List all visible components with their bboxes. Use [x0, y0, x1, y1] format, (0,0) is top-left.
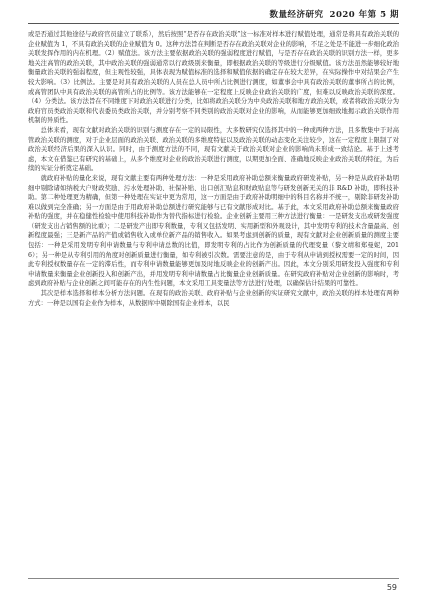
footer-rule [28, 578, 399, 579]
paragraph-1: 或是否通过其他途径与政府官员建立了联系），然后按照“是否存在政治关联”这一标准对样本进行赋值处理，通常是将具有政治关联的企业赋值为 1，不具有政治关联的企业赋值为 0。这种方法旨在判断是否存在政治关联对企业的影响，不足之处是不能进一步细化政治关联发挥作用的内在机理。（2）赋值法。该方法主要依据政治关联的强弱程度进行赋值，与是否存在政治关联的识别方法一样，更多地关注高管的政治关联，其中政治关联的强弱通常以行政级别来衡量，即根据政治关联的等级进行分级赋值。该方法虽然能够较好地衡量政治关联的强弱程度，但主观性较强，具体表现为赋值标准的选择和赋值依据的确定存在较大差异，在实际操作中对结果会产生较大影响。（3）比例法。主要是对具有政治关联的人员在总人员中所占比例进行测度，如董事会中具有政治关联的董事所占的比例，或高管团队中具有政治关联的高管所占的比例等。该方法能够在一定程度上反映企业政治关联的广度，但难以反映政治关联的深度。（4）分类法。该方法旨在不同维度下对政治关联进行分类，比如将政治关联分为中央政治关联和地方政治关联，或者将政治关联分为政府官员类政治关联和代表委员类政治关联，并分别考察不同类别的政治关联对企业的影响，从而能够更加细致地揭示政治关联作用机制的异质性。 [28, 31, 399, 125]
paragraph-2: 总体来看，现有文献对政治关联的识别与测度存在一定的局限性，大多数研究仅选择其中的一种或两种方法，且多数集中于对高管政治关联的测度，对于企业层面的政治关联、政治关联的多维度特征以及政治关联的动态变化关注较少，这在一定程度上限制了对政治关联经济后果的深入认识。同时，由于测度方法的不同，现有文献关于政治关联对企业的影响尚未形成一致结论。基于上述考虑，本文在借鉴已有研究的基础上，从多个维度对企业的政治关联进行测度，以期更加全面、准确地反映企业政治关联的特征，为后续的实证分析奠定基础。 [28, 126, 399, 173]
page-header [28, 8, 399, 22]
paragraph-4: 其次是样本选择和样本分析方法问题。在现有的政治关联、政府补贴与企业创新的实证研究文献中，政治关联的样本处理有两种方式：一种是以国有企业作为样本，从数据库中剔除国有企业样本，以民 [28, 290, 399, 307]
issue-label: 2020 年第 5 期 [329, 10, 399, 20]
article-body [28, 30, 399, 308]
journal-name: 数量经济研究 [269, 10, 324, 20]
header-rule [28, 23, 399, 24]
running-header [270, 8, 399, 20]
page-number: 59 [386, 583, 397, 592]
paragraph-3: 就政府补贴的量化来说，现有文献主要有两种处理方法：一种是采用政府补助总额来衡量政府研发补贴，另一种是从政府补助明细中剔除诸如纳税大户财政奖励、污水处理补助、社保补贴、出口创汇贴息和财政贴息等与研发创新无关的非 R&D 补助，即科技补助。第二种处理更为精确，但第一种处理在实证中更为常用，这一方面是由于政府补助明细中的科目名称并不统一，剔除非研发补助难以做到完全准确；另一方面是由于用政府补助总额进行研究能够与已有文献形成对比。基于此，本文采用政府补助总额来衡量政府补贴的强度，并在稳健性检验中使用科技补助作为替代指标进行检验。企业创新主要用三种方法进行衡量：一是研发支出或研发强度（研发支出占销售额的比重）；二是研发产出即专利数量，专利又包括发明、实用新型和外观设计，其中发明专利的技术含量最高、创新程度最强；三是新产品的产值或销售收入或单位新产品的销售收入。如果考虑到创新的质量，现有文献对企业创新质量的测度主要包括：一种是采用发明专利申请数量与专利申请总数的比值，即发明专利的占比作为创新质量的代理变量（黎文靖和郑曼妮，2016）；另一种是从专利引用的角度对创新质量进行衡量，如专利被引次数。需要注意的是，由于专利从申请到授权需要一定的时间，因此专利授权数量存在一定的滞后性，而专利申请数量能够更加及时地反映企业的创新产出。因此，本文分别采用研发投入强度和专利申请数量来衡量企业创新投入和创新产出，并用发明专利申请数量占比衡量企业创新质量。在研究政府补贴对企业创新的影响时，考虑到政府补贴与企业创新之间可能存在的内生性问题，本文采用工具变量法等方法进行处理，以确保估计结果的可靠性。 [28, 174, 399, 288]
